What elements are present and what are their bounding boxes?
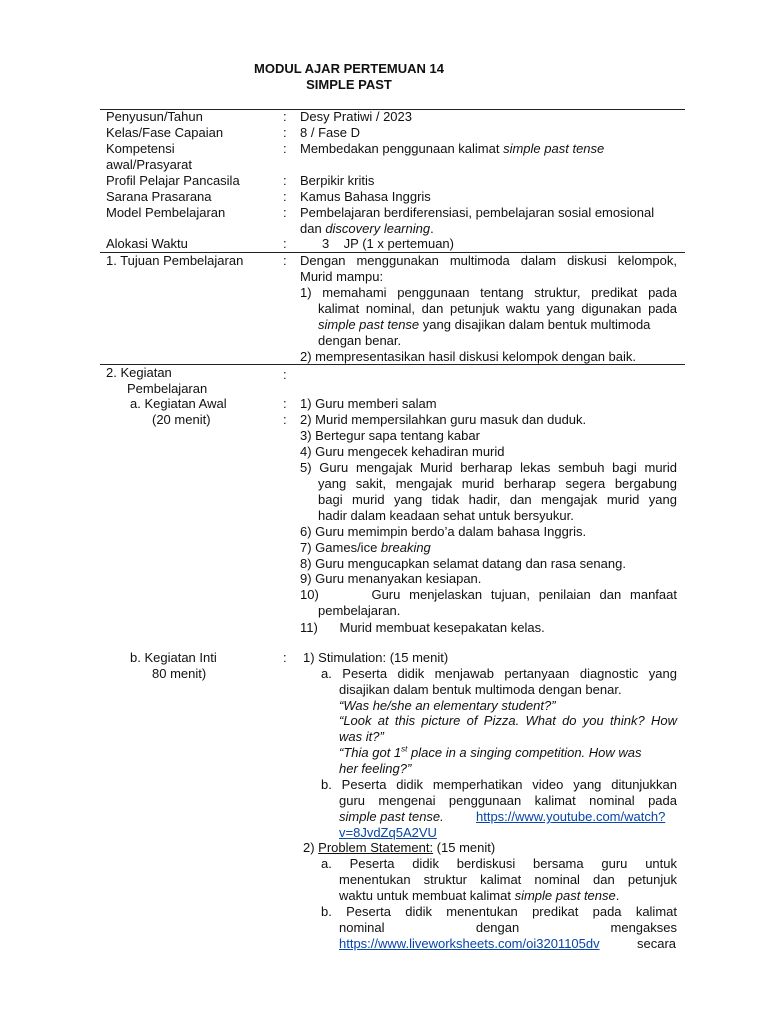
alokasi-label: Alokasi Waktu <box>106 236 188 251</box>
model-label: Model Pembelajaran <box>106 205 226 220</box>
penyusun-value: Desy Pratiwi / 2023 <box>300 109 412 124</box>
list-item: 3) Bertegur sapa tentang kabar <box>300 428 480 443</box>
module-title: MODUL AJAR PERTEMUAN 14 <box>254 61 444 76</box>
stimulation-a-cont: disajikan dalam bentuk multimoda dengan benar. <box>339 682 622 697</box>
liveworksheets-link[interactable]: https://www.liveworksheets.com/oi3201105dv <box>339 936 600 951</box>
kegiatan-label-2: Pembelajaran <box>127 381 208 396</box>
tujuan-item-2: 2) mempresentasikan hasil diskusi kelompok dengan baik. <box>300 349 637 364</box>
list-item-cont: hadir dalam keadaan sehat untuk bersyukur. <box>318 508 574 523</box>
colon: : <box>283 236 287 251</box>
kegiatan-awal-duration: (20 menit) <box>152 412 211 427</box>
question-3: “Thia got 1st place in a singing competition. How was <box>339 744 642 760</box>
question-2: “Look at this picture of Pizza. What do you think? How <box>339 713 677 728</box>
kelas-label: Kelas/Fase Capaian <box>106 125 224 140</box>
tujuan-item-1-cont: dengan benar. <box>318 333 402 348</box>
alokasi-value: 3 JP (1 x pertemuan) <box>322 236 454 251</box>
tujuan-item-1-cont: simple past tense yang disajikan dalam bentuk multimoda <box>318 317 651 332</box>
list-item-cont: yang sakit, mengajak murid berharap segera bergabung <box>318 476 677 491</box>
list-item: 8) Guru mengucapkan selamat datang dan rasa senang. <box>300 556 626 571</box>
list-item: 11) Murid membuat kesepakatan kelas. <box>300 620 545 635</box>
colon: : <box>283 396 287 411</box>
youtube-link-cont[interactable]: v=8JvdZq5A2VU <box>339 825 437 840</box>
stimulation-b-cont: simple past tense. <box>339 809 444 824</box>
stimulation-heading: 1) Stimulation: (15 menit) <box>303 650 449 665</box>
list-item: 9) Guru menanyakan kesiapan. <box>300 571 482 586</box>
profil-value: Berpikir kritis <box>300 173 375 188</box>
colon: : <box>283 141 287 156</box>
kegiatan-inti-label: b. Kegiatan Inti <box>130 650 217 665</box>
problem-b-cont: nominal dengan mengakses <box>339 920 677 935</box>
module-subtitle: SIMPLE PAST <box>306 77 392 92</box>
tujuan-intro: Dengan menggunakan multimoda dalam diskusi kelompok, <box>300 253 677 268</box>
colon: : <box>283 205 287 220</box>
colon: : <box>283 125 287 140</box>
question-1: “Was he/she an elementary student?” <box>339 698 556 713</box>
colon: : <box>283 189 287 204</box>
penyusun-label: Penyusun/Tahun <box>106 109 203 124</box>
colon: : <box>283 412 287 427</box>
stimulation-a: a. Peserta didik menjawab pertanyaan diagnostic yang <box>321 666 677 681</box>
model-value-2: dan discovery learning. <box>300 221 434 236</box>
problem-a-cont: waktu untuk membuat kalimat simple past tense. <box>339 888 620 903</box>
problem-b: b. Peserta didik menentukan predikat pada kalimat <box>321 904 677 919</box>
colon: : <box>283 367 287 382</box>
problem-b-cont: secara <box>637 936 677 951</box>
kompetensi-value: Membedakan penggunaan kalimat simple past tense <box>300 141 605 156</box>
stimulation-b: b. Peserta didik memperhatikan video yang ditunjukkan <box>321 777 677 792</box>
list-item: 10) Guru menjelaskan tujuan, penilaian dan manfaat <box>300 587 677 602</box>
list-item: 2) Murid mempersilahkan guru masuk dan duduk. <box>300 412 587 427</box>
kegiatan-label: 2. Kegiatan <box>106 365 172 380</box>
tujuan-label: 1. Tujuan Pembelajaran <box>106 253 244 268</box>
stimulation-b-cont: guru mengenai penggunaan kalimat nominal pada <box>339 793 677 808</box>
tujuan-item-1-cont: kalimat nominal, dan petunjuk waktu yang digunakan pada <box>318 301 677 316</box>
tujuan-item-1: 1) memahami penggunaan tentang struktur, predikat pada <box>300 285 677 300</box>
youtube-link[interactable]: https://www.youtube.com/watch? <box>476 809 666 824</box>
problem-a-cont: menentukan struktur kalimat nominal dan petunjuk <box>339 872 677 887</box>
colon: : <box>283 253 287 268</box>
list-item: 4) Guru mengecek kehadiran murid <box>300 444 505 459</box>
tujuan-intro-2: Murid mampu: <box>300 269 384 284</box>
kompetensi-label: Kompetensi <box>106 141 175 156</box>
list-item-cont: pembelajaran. <box>318 603 401 618</box>
list-item: 7) Games/ice breaking <box>300 540 431 555</box>
sarana-value: Kamus Bahasa Inggris <box>300 189 431 204</box>
list-item: 5) Guru mengajak Murid berharap lekas sembuh bagi murid <box>300 460 677 475</box>
problem-statement-heading: 2) Problem Statement: (15 menit) <box>303 840 496 855</box>
row-rule <box>100 364 685 365</box>
list-item: 6) Guru memimpin berdo’a dalam bahasa Inggris. <box>300 524 587 539</box>
colon: : <box>283 173 287 188</box>
colon: : <box>283 109 287 124</box>
kelas-value: 8 / Fase D <box>300 125 360 140</box>
sarana-label: Sarana Prasarana <box>106 189 212 204</box>
kegiatan-inti-duration: 80 menit) <box>152 666 207 681</box>
list-item-cont: bagi murid yang tidak hadir, dan mengajak murid yang <box>318 492 677 507</box>
kompetensi-label-2: awal/Prasyarat <box>106 157 192 172</box>
colon: : <box>283 650 287 665</box>
question-3-cont: her feeling?” <box>339 761 412 776</box>
kegiatan-awal-label: a. Kegiatan Awal <box>130 396 227 411</box>
profil-label: Profil Pelajar Pancasila <box>106 173 240 188</box>
list-item: 1) Guru memberi salam <box>300 396 437 411</box>
problem-a: a. Peserta didik berdiskusi bersama guru untuk <box>321 856 677 871</box>
model-value: Pembelajaran berdiferensiasi, pembelajaran sosial emosional <box>300 205 655 220</box>
question-2-cont: was it?” <box>339 729 384 744</box>
